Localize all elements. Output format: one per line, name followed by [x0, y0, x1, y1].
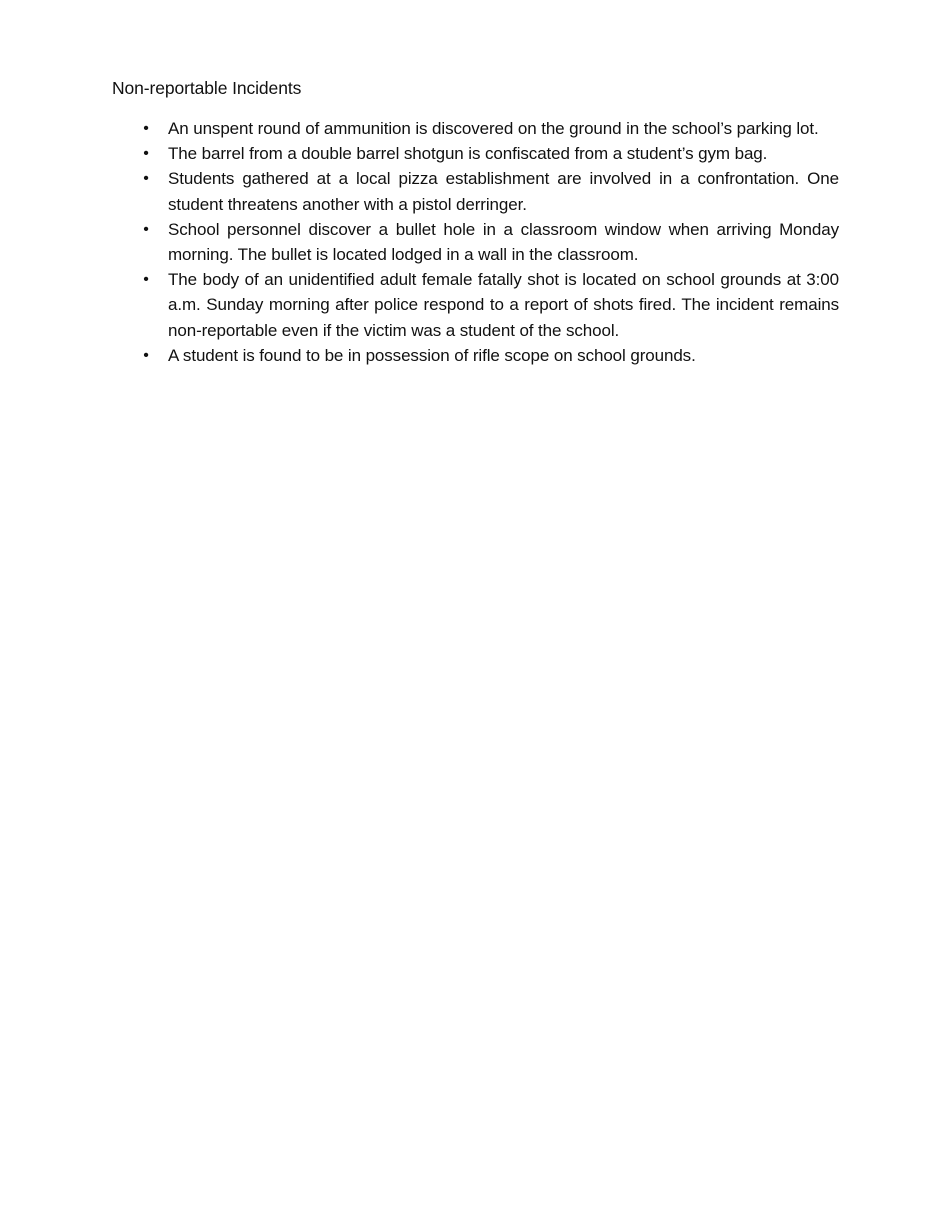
bullet-icon: •	[143, 170, 149, 188]
list-item-text: The body of an unidentified adult female fatally shot is located on school grounds at 3:00 a.m. Sunday morning after police respond to a report of shots fired. The incident remains non-reportable even if the victim was a student of the school.	[168, 270, 839, 340]
bullet-icon: •	[143, 120, 149, 137]
list-item-text: A student is found to be in possession of rifle scope on school grounds.	[168, 345, 696, 365]
list-item-text: An unspent round of ammunition is discovered on the ground in the school’s parking lot.	[168, 119, 819, 138]
list-item	[112, 116, 839, 141]
list-item	[112, 141, 839, 166]
bullet-icon: •	[143, 145, 149, 163]
bullet-icon: •	[143, 271, 149, 289]
list-item-text: Students gathered at a local pizza establishment are involved in a confrontation. One student threatens another with a pistol derringer.	[168, 169, 839, 214]
list-item	[112, 217, 839, 267]
incident-list	[112, 116, 839, 368]
bullet-icon: •	[143, 346, 149, 364]
bullet-icon: •	[143, 220, 149, 238]
list-item	[112, 343, 839, 368]
list-item-text: School personnel discover a bullet hole in a classroom window when arriving Monday morning. The bullet is located lodged in a wall in the classroom.	[168, 219, 839, 265]
list-item	[112, 166, 839, 216]
list-item	[112, 267, 839, 343]
section-heading: Non-reportable Incidents	[112, 78, 302, 98]
list-item-text: The barrel from a double barrel shotgun is confiscated from a student’s gym bag.	[168, 144, 768, 164]
document-body	[112, 76, 839, 368]
